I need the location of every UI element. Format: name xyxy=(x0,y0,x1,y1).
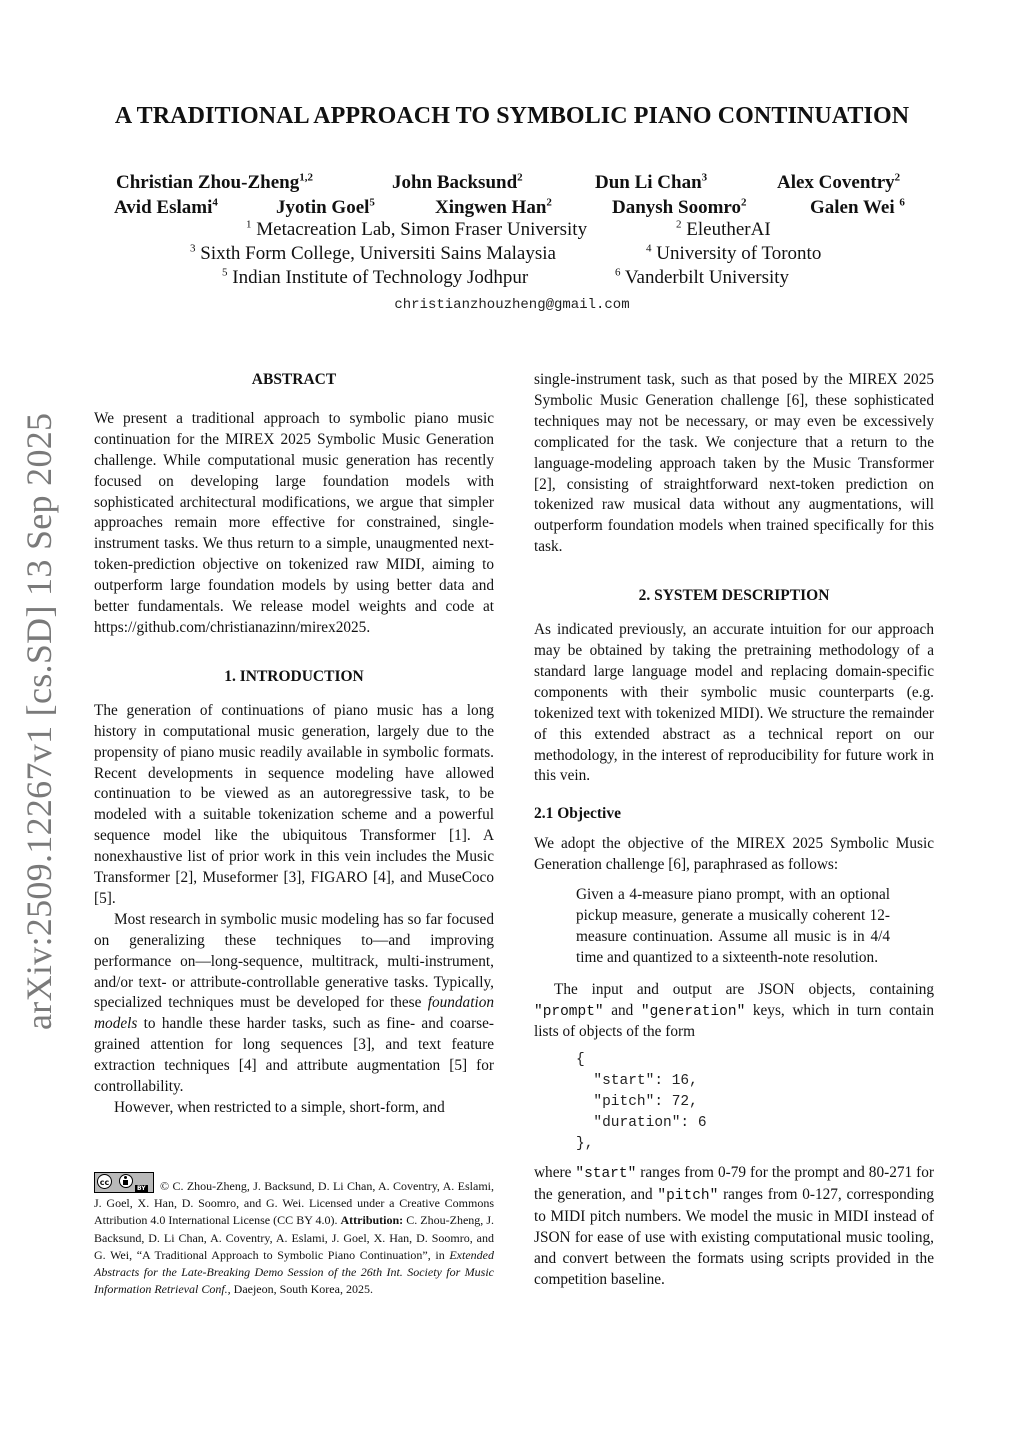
final-paragraph: where "start" ranges from 0-79 for the prompt and 80-271 for the generation, and "pitch" ranges from 0-127, corresponding to MIDI pitch numbers. We model the music in MIDI instead of JSON for ease of use with existing computational music tooling, and convert between the formats using scripts provided in the competition baseline. xyxy=(534,1164,934,1288)
affiliation: $^5$ Indian Institute of Technology Jodhpur xyxy=(222,266,529,288)
abstract-text: We present a traditional approach to symbolic piano music continuation for the MIREX 2025 Symbolic Music Generation challenge. While computational music generation has recently focused on developing large foundation models with sophisticated architectural modifications, we argue that simpler approaches remain more effective for constrained, single-instrument tasks. We thus return to a simple, unaugmented next-token-prediction objective on tokenized raw MIDI, aiming to outperform large foundation models by using better data and better fundamentals. We release model weights and code at https://github.com/christianazinn/mirex2025. xyxy=(94,409,494,636)
subsection-heading-objective: 2.1 Objective xyxy=(534,805,621,823)
io-paragraph: The input and output are JSON objects, containing "prompt" and "generation" keys, which in turn contain lists of objects of the form xyxy=(534,980,934,1041)
author-name: Alex Coventry$^2$ xyxy=(777,171,901,193)
paper-title: A TRADITIONAL APPROACH TO SYMBOLIC PIANO CONTINUATION xyxy=(114,103,910,129)
footnote-license: cc BY © C. Zhou-Zheng, J. Backsund, D. Li Chan, A. Coventry, A. Eslami, J. Goel, X. Han, D. Soomro, and G. Wei. Licensed under a Creative Commons Attribution 4.0 International License (CC BY 4.0). Attribution: C. Zhou-Zheng, J. Backsund, D. Li Chan, A. Coventry, A. Eslami, J. Goel, X. Han, D. Soomro, and G. Wei, “A Traditional Approach to Symbolic Piano Continuation”, in Extended Abstracts for the Late-Breaking Demo Session of the 26th Int. Society for Music Information Retrieval Conf., Daejeon, South Korea, 2025. xyxy=(94,1172,494,1298)
abstract-heading: ABSTRACT xyxy=(251,371,337,388)
contact-email[interactable]: christianzhouzheng@gmail.com xyxy=(394,297,630,313)
author-name: Danysh Soomro$^2$ xyxy=(612,196,747,218)
author-name: Dun Li Chan$^3$ xyxy=(595,171,708,193)
affiliation: $^2$ EleutherAI xyxy=(676,218,771,240)
intro-paragraph-2: Most research in symbolic music modeling has so far focused on generalizing these techniques to—and improving performance on—long-sequence, multitrack, multi-instrument, and/or text- or attribute-controllable generative tasks. Typically, specialized techniques must be developed for these foundation models to handle these harder tasks, such as fine- and coarse-grained attention for long sequences [3], and text feature extraction techniques [4] and attribute augmentation [5] for controllability. xyxy=(94,910,494,1096)
author-name: Jyotin Goel$^5$ xyxy=(276,196,375,218)
author-name: Galen Wei $^6$ xyxy=(810,196,905,218)
affiliation: $^1$ Metacreation Lab, Simon Fraser University xyxy=(246,218,588,240)
right-column xyxy=(534,370,934,1291)
affiliation-list xyxy=(0,219,1024,295)
affiliation: $^4$ University of Toronto xyxy=(646,242,822,264)
affiliation: $^6$ Vanderbilt University xyxy=(615,266,790,288)
system-paragraph: As indicated previously, an accurate intuition for our approach may be obtained by taking the pretraining methodology of a standard large language model and replacing domain-specific components with their symbolic music counterparts (e.g. tokenized text with tokenized MIDI). We structure the remainder of this extended abstract as a technical report on our methodology, in the interest of reproducibility for future work in this vein. xyxy=(534,621,934,785)
left-column xyxy=(94,370,494,1119)
intro-paragraph-1: The generation of continuations of piano music has a long history in computational music generation, largely due to the propensity of piano music readily available in symbolic formats. Recent developments in sequence modeling have allowed continuation to be viewed as an autoregressive task, to be modeled with a suitable tokenization scheme and a powerful sequence model like the ubiquitous Transformer [1]. A nonexhaustive list of prior work in this vein includes the Music Transformer [2], Museformer [3], FIGARO [4], and MuseCoco [5]. xyxy=(94,701,494,907)
intro-paragraph-3: However, when restricted to a simple, short-form, and xyxy=(114,1099,445,1116)
author-name: Avid Eslami$^4$ xyxy=(114,196,218,218)
cc-by-license-icon: cc BY xyxy=(94,1172,154,1193)
section-heading-system-description: 2. SYSTEM DESCRIPTION xyxy=(638,587,830,605)
objective-quote: Given a 4-measure piano prompt, with an optional pickup measure, generate a musically coherent 12-measure continuation. Assume all music is in 4/4 time and quantized to a sixteenth-note resolution. xyxy=(576,886,890,966)
section-heading-introduction: 1. INTRODUCTION xyxy=(224,667,364,685)
author-name: John Backsund$^2$ xyxy=(392,171,523,193)
affiliation: $^3$ Sixth Form College, Universiti Sains Malaysia xyxy=(190,242,556,264)
author-name: Xingwen Han$^2$ xyxy=(435,196,552,218)
json-code-block: { "start": 16, "pitch": 72, "duration": 6 }, xyxy=(576,1052,707,1153)
arxiv-identifier: arXiv:2509.12267v1 [cs.SD] 13 Sep 2025 xyxy=(19,412,59,1030)
author-list xyxy=(0,172,1024,224)
objective-paragraph: We adopt the objective of the MIREX 2025 Symbolic Music Generation challenge [6], paraphrased as follows: xyxy=(534,835,934,874)
author-name: Christian Zhou-Zheng$^{1,2}$ xyxy=(116,171,313,193)
continued-paragraph: single-instrument task, such as that posed by the MIREX 2025 Symbolic Music Generation challenge [6], these sophisticated techniques may not be necessary, or may even be excessively complicated for the task. We conjecture that a return to the language-modeling approach taken by the Music Transformer [2], consisting of straightforward next-token prediction on tokenized raw musical data without any augmentations, will outperform foundation models when trained specifically for this task. xyxy=(534,371,934,556)
